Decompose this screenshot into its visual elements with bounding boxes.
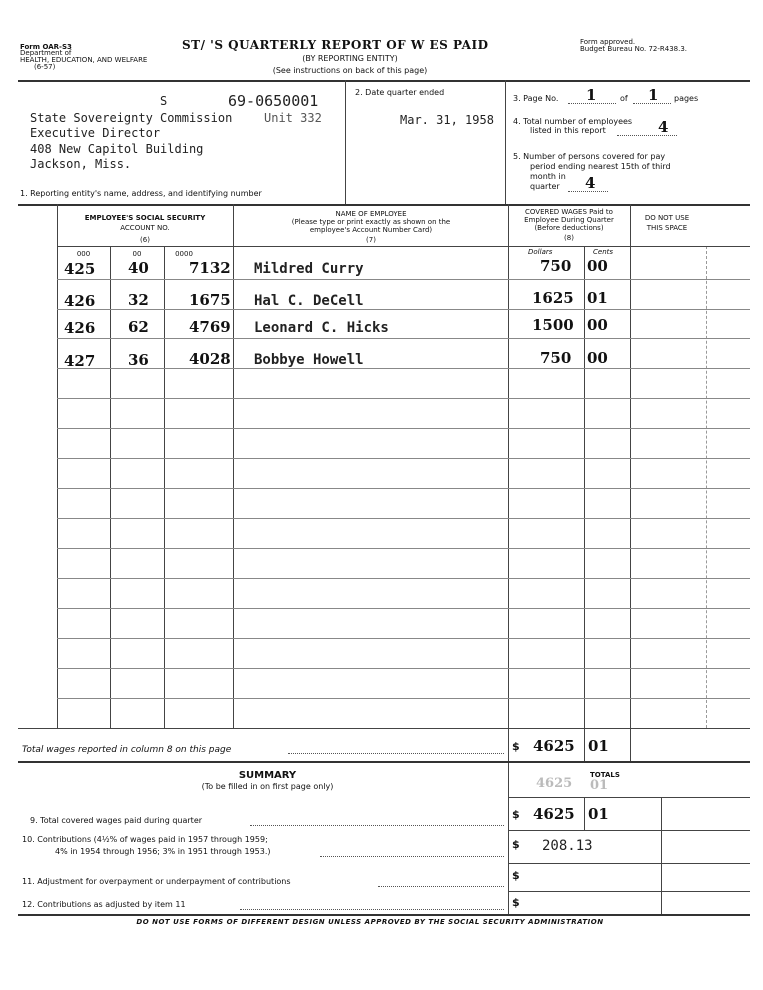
- totals-label: TOTALS: [590, 771, 620, 779]
- ssn-sub2: 00: [132, 250, 142, 258]
- persons-label4: quarter: [530, 182, 560, 191]
- section-border: [18, 204, 750, 206]
- table-row-2-ssn3: 1675: [189, 291, 231, 309]
- summary-faint-cents: 01: [590, 778, 609, 793]
- item9-cents: 01: [588, 805, 609, 823]
- table-row-1-ssn1: 425: [64, 260, 96, 278]
- table-row-2-cents: 01: [587, 289, 608, 307]
- department-line2: HEALTH, EDUCATION, AND WELFARE: [20, 56, 148, 64]
- divider-entity-quarter: [345, 80, 346, 204]
- page-total-value: 1: [648, 86, 659, 104]
- table-row-4-cents: 00: [587, 349, 608, 367]
- top-border: [18, 80, 750, 82]
- summary-faint-value: 4625: [536, 776, 573, 791]
- table-row-3-ssn2: 62: [128, 318, 149, 336]
- item11-dollar-sign: $: [512, 869, 520, 882]
- form-subtitle: (BY REPORTING ENTITY): [302, 54, 398, 63]
- quarter-value: Mar. 31, 1958: [400, 113, 494, 127]
- table-row-2-dollars: 1625: [532, 289, 574, 307]
- table-row-3-ssn1: 426: [64, 319, 96, 337]
- summary-subtitle: (To be filled in on first page only): [201, 782, 334, 791]
- table-row-1-cents: 00: [587, 257, 608, 275]
- wages-header1: COVERED WAGES Paid to: [525, 208, 613, 216]
- approval-line2: Budget Bureau No. 72-R438.3.: [580, 45, 688, 53]
- name-header1: NAME OF EMPLOYEE: [335, 210, 407, 218]
- summary-title: SUMMARY: [238, 770, 297, 781]
- form-date: (6-57): [34, 63, 56, 71]
- approval-line1: Form approved.: [580, 38, 636, 46]
- table-row-3-name: Leonard C. Hicks: [254, 320, 389, 336]
- item10-value: 208.13: [542, 838, 593, 854]
- table-row-1-ssn3: 7132: [189, 259, 231, 277]
- total-wages-label: Total wages reported in column 8 on this page: [22, 745, 232, 755]
- wages-header3: (Before deductions): [534, 224, 604, 232]
- table-row-1-name: Mildred Curry: [254, 261, 364, 277]
- entity-unit: Unit 332: [264, 111, 322, 125]
- footer-notice: DO NOT USE FORMS OF DIFFERENT DESIGN UNLESS APPROVED BY THE SOCIAL SECURITY ADMINISTRATION: [136, 918, 604, 926]
- employees-label1: 4. Total number of employees: [513, 117, 633, 126]
- entity-line3: 408 New Capitol Building: [30, 142, 204, 156]
- entity-s-mark: S: [160, 94, 168, 108]
- page-no-label: 3. Page No.: [513, 94, 559, 103]
- table-row-4-dollars: 750: [540, 349, 572, 367]
- employees-value: 4: [658, 118, 669, 136]
- divider-quarter-page: [505, 80, 506, 204]
- page-no-value: 1: [586, 86, 597, 104]
- form-title: ST/ 'S QUARTERLY REPORT OF W ES PAID: [182, 38, 489, 52]
- entity-id-number: 69-0650001: [228, 92, 319, 110]
- item10-line1: 10. Contributions (4½% of wages paid in 1957 through 1959;: [22, 835, 268, 844]
- quarter-label: 2. Date quarter ended: [355, 88, 445, 97]
- total-wages-cents: 01: [588, 737, 609, 755]
- persons-value: 4: [585, 174, 596, 192]
- item9-dollar-sign: $: [512, 808, 520, 821]
- donot-header2: THIS SPACE: [646, 224, 688, 232]
- wages-col-no: (8): [564, 234, 574, 242]
- persons-label2: period ending nearest 15th of third: [530, 162, 671, 171]
- total-wages-dollar-sign: $: [512, 740, 520, 753]
- dollars-label: Dollars: [528, 248, 553, 256]
- entity-line2: Executive Director: [30, 126, 161, 140]
- department-line1: Department of: [20, 49, 72, 57]
- item11-label: 11. Adjustment for overpayment or underpayment of contributions: [22, 877, 291, 886]
- employees-label2: listed in this report: [530, 126, 606, 135]
- entity-name: State Sovereignty Commission: [30, 111, 233, 125]
- pages-label: pages: [674, 94, 699, 103]
- table-row-1-ssn2: 40: [128, 259, 149, 277]
- page-of-label: of: [620, 94, 628, 103]
- table-row-2-name: Hal C. DeCell: [254, 293, 364, 309]
- donot-header1: DO NOT USE: [644, 214, 690, 222]
- item12-dollar-sign: $: [512, 896, 520, 909]
- ssn-header1: EMPLOYEE'S SOCIAL SECURITY: [84, 214, 206, 222]
- persons-label3: month in: [530, 172, 566, 181]
- ssn-sub3: 0000: [175, 250, 193, 258]
- name-col-no: (7): [366, 236, 376, 244]
- ssn-col-no: (6): [140, 236, 150, 244]
- table-row-3-ssn3: 4769: [189, 318, 231, 336]
- entity-label: 1. Reporting entity's name, address, and identifying number: [20, 189, 262, 198]
- table-row-2-ssn2: 32: [128, 291, 149, 309]
- name-header2: (Please type or print exactly as shown on the: [291, 218, 451, 226]
- table-row-4-name: Bobbye Howell: [254, 352, 364, 368]
- table-row-3-cents: 00: [587, 316, 608, 334]
- item10-line2: 4% in 1954 through 1956; 3% in 1951 through 1953.): [55, 847, 271, 856]
- item9-dollars: 4625: [533, 805, 575, 823]
- table-row-1-dollars: 750: [540, 257, 572, 275]
- table-row-4-ssn3: 4028: [189, 350, 231, 368]
- ssn-sub1: 000: [76, 250, 91, 258]
- table-row-2-ssn1: 426: [64, 292, 96, 310]
- item12-label: 12. Contributions as adjusted by item 11: [22, 900, 186, 909]
- total-wages-dollars: 4625: [533, 737, 575, 755]
- entity-line4: Jackson, Miss.: [30, 157, 132, 171]
- name-header3: employee's Account Number Card): [309, 226, 433, 234]
- table-row-3-dollars: 1500: [532, 316, 574, 334]
- table-row-4-ssn2: 36: [128, 351, 149, 369]
- table-row-4-ssn1: 427: [64, 352, 96, 370]
- item10-dollar-sign: $: [512, 838, 520, 851]
- wages-header2: Employee During Quarter: [524, 216, 614, 224]
- form-id: Form OAR-S3: [20, 43, 72, 51]
- persons-label1: 5. Number of persons covered for pay: [513, 152, 666, 161]
- ssn-header2: ACCOUNT NO.: [120, 224, 170, 232]
- item9-label: 9. Total covered wages paid during quarter: [30, 816, 203, 825]
- cents-label: Cents: [593, 248, 614, 256]
- instructions-note: (See instructions on back of this page): [272, 66, 428, 75]
